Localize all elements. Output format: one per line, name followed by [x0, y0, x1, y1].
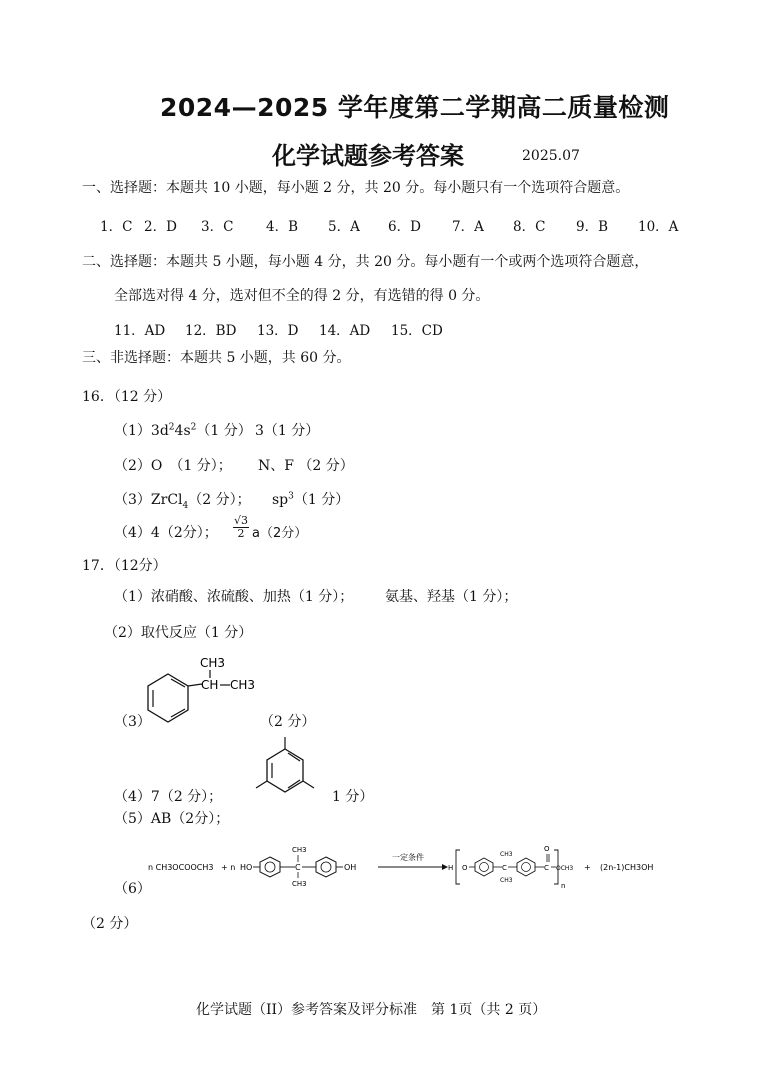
answer-14: 14．AD	[319, 323, 371, 339]
q16-part3-b-score: （1 分）	[293, 492, 350, 508]
answer-1: 1．C	[100, 219, 133, 235]
product-o: O	[462, 864, 468, 872]
q17-part3-score: （2 分）	[260, 714, 316, 730]
q17-part1-a: （1）浓硝酸、浓硫酸、加热（1 分）；	[114, 589, 354, 605]
reactant-oh: OH	[344, 863, 357, 872]
phenyl-ring	[260, 857, 280, 877]
product-c: C	[502, 864, 507, 872]
product-ch3-bottom: CH3	[500, 877, 513, 884]
q17-part3-structure	[140, 652, 270, 732]
section3-heading: 三、非选择题：本题共 5 小题，共 60 分。	[82, 350, 351, 366]
q16-part1-label: （1）	[114, 423, 151, 439]
q16-config-sup1: 2	[168, 422, 175, 433]
q16-part3-label: （3）ZrCl	[114, 492, 183, 508]
answer-6: 6．D	[388, 219, 421, 235]
product-h: H	[448, 864, 454, 872]
product-methanol: (2n-1)CH3OH	[600, 863, 654, 872]
q16-part3	[114, 489, 251, 511]
q16-part2-b: N、F （2 分）	[258, 458, 354, 474]
answer-5: 5．A	[328, 219, 360, 235]
reactant-ho: HO	[240, 863, 253, 872]
q16-part3-b-sup: 3	[288, 491, 294, 502]
q16-part4-b: a（2分）	[252, 526, 308, 541]
answer-15: 15．CD	[391, 323, 443, 339]
q17-part6-score: （2 分）	[82, 916, 138, 932]
answer-9: 9．B	[576, 219, 609, 235]
product-ch3-top: CH3	[500, 851, 513, 858]
answer-13: 13．D	[257, 323, 299, 339]
q16-part1-score: （1 分）	[196, 423, 252, 439]
q16-config-sup2: 2	[190, 422, 197, 433]
page-subtitle: 化学试题参考答案	[272, 142, 464, 170]
q16-fraction-num: √3	[234, 514, 249, 527]
reactant-ch3-bottom: CH3	[292, 880, 307, 888]
page-title: 2024—2025 学年度第二学期高二质量检测	[160, 93, 670, 122]
reactant-plus: + n	[221, 863, 236, 872]
q17-part4-structure	[250, 733, 330, 803]
q16-part1-b: 3（1 分）	[255, 423, 320, 439]
exam-date: 2025.07	[522, 148, 580, 164]
struct-ch3-top: CH3	[200, 656, 226, 670]
aromatic-circle	[522, 863, 531, 872]
struct-ch: CH	[201, 678, 219, 692]
section2-heading-line2: 全部选对得 4 分，选对但不全的得 2 分，有选错的得 0 分。	[114, 288, 490, 304]
q17-part5: （5）AB（2分）；	[114, 811, 230, 827]
section1-heading: 一、选择题：本题共 10 小题，每小题 2 分，共 20 分。每小题只有一个选项符合题意。	[82, 180, 630, 196]
q17-part6-reaction	[130, 838, 690, 898]
phenyl-ring	[517, 858, 535, 876]
aromatic-circle	[265, 862, 275, 872]
answer-10: 10．A	[638, 219, 679, 235]
q16-part3-b	[272, 489, 349, 509]
q16-config-b: 4s	[174, 423, 191, 439]
q16-part4-a: （4）4（2分）；	[114, 525, 218, 541]
answer-4: 4．B	[266, 219, 299, 235]
methyl-bond	[256, 781, 267, 788]
answer-2: 2．D	[144, 219, 177, 235]
methyl-bond	[303, 781, 314, 788]
product-carbonyl-c: C	[544, 864, 549, 872]
product-n: n	[561, 882, 566, 890]
struct-ch3-right: CH3	[230, 678, 256, 692]
q17-part4-b: 1 分）	[332, 789, 374, 805]
answer-3: 3．C	[201, 219, 234, 235]
phenyl-ring	[475, 858, 493, 876]
product-carbonyl-o: O	[544, 845, 550, 853]
q17-part6-label: （6）	[114, 881, 151, 897]
q16-fraction-den: 2	[237, 527, 245, 540]
q16-part1	[114, 420, 252, 440]
reactant-c: C	[295, 863, 301, 872]
phenyl-ring	[316, 857, 336, 877]
q16-config-a: 3d	[150, 423, 169, 439]
q17-part2: （2）取代反应（1 分）	[104, 625, 253, 641]
benzene-ring	[148, 674, 188, 722]
answer-11: 11．AD	[114, 323, 166, 339]
q17-title: 17．（12分）	[82, 558, 167, 574]
q17-part4-a: （4）7（2 分）；	[114, 789, 223, 805]
answer-12: 12．BD	[185, 323, 237, 339]
aromatic-circle	[480, 863, 489, 872]
page-footer: 化学试题（II）参考答案及评分标准 第 1页（共 2 页）	[196, 1002, 547, 1018]
q16-part2-a: （2）O （1 分）；	[114, 458, 232, 474]
q17-part1-b: 氨基、羟基（1 分）；	[385, 589, 518, 605]
bracket-left	[456, 850, 460, 884]
product-plus: +	[584, 863, 591, 872]
reactant-ch3-top: CH3	[292, 846, 307, 854]
reaction-condition: 一定条件	[392, 853, 424, 862]
product-och3: OCH3	[556, 865, 574, 872]
answer-8: 8．C	[513, 219, 546, 235]
q16-title: 16．（12 分）	[82, 389, 172, 405]
q16-part3-sub: 4	[182, 500, 189, 511]
q16-part3-score: （2 分）；	[188, 492, 251, 508]
q16-part3-b-base: sp	[272, 492, 289, 508]
ring-substituent-bond	[188, 684, 202, 686]
q17-part3-label: （3）	[114, 714, 151, 730]
section2-heading-line1: 二、选择题：本题共 5 小题，每小题 4 分，共 20 分。每小题有一个或两个选项符合题意，	[82, 254, 649, 270]
answer-7: 7．A	[452, 219, 484, 235]
reactant-dmc: n CH3OCOOCH3	[148, 863, 214, 872]
aromatic-circle	[321, 862, 331, 872]
q16-fraction	[233, 515, 249, 540]
